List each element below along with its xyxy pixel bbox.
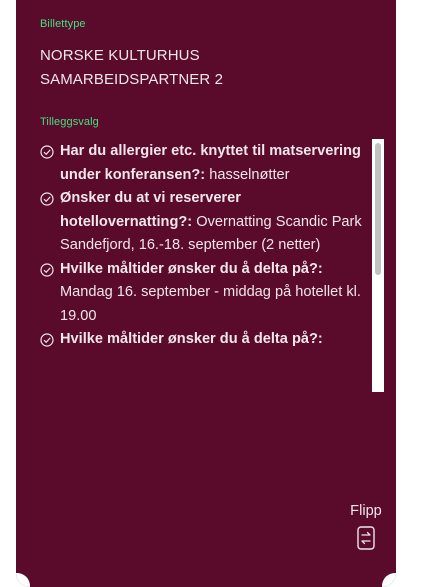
addons-label: Tilleggsvalg xyxy=(40,116,99,128)
check-circle-icon xyxy=(40,192,54,206)
addons-scrollbar[interactable] xyxy=(372,139,384,392)
addon-answer: hasselnøtter xyxy=(209,166,290,183)
addon-item xyxy=(40,187,372,258)
ticket-card xyxy=(16,0,396,587)
flip-label: Flipp xyxy=(350,503,382,519)
ticket-type-label: Billettype xyxy=(40,18,86,30)
addons-list[interactable] xyxy=(40,140,372,392)
ticket-type-line: NORSKE KULTURHUS xyxy=(40,47,200,64)
addon-question: Hvilke måltider ønsker du å delta på?: xyxy=(60,331,323,347)
addon-item xyxy=(40,140,372,187)
ticket-type-value xyxy=(40,44,370,92)
scrollbar-thumb[interactable] xyxy=(375,143,381,275)
check-circle-icon xyxy=(40,333,54,347)
check-circle-icon xyxy=(40,263,54,277)
ticket-type-line: SAMARBEIDSPARTNER 2 xyxy=(40,71,224,88)
addon-item xyxy=(40,258,372,329)
addon-question: Hvilke måltider ønsker du å delta på?: xyxy=(60,260,323,277)
addon-question: Har du allergier etc. knyttet til matservering under konferansen?: xyxy=(60,143,361,183)
addon-question: Ønsker du at vi reserverer hotellovernatting?: xyxy=(60,190,241,230)
addon-item xyxy=(40,328,372,352)
addon-answer: Overnatting Scandic Park Sandefjord, 16.-18. september (2 netter) xyxy=(60,213,362,253)
check-circle-icon xyxy=(40,145,54,159)
addon-answer: Mandag 16. september - middag på hotellet kl. 19.00 xyxy=(60,284,361,324)
flip-button[interactable] xyxy=(342,500,390,556)
flip-phone-icon xyxy=(355,526,377,550)
